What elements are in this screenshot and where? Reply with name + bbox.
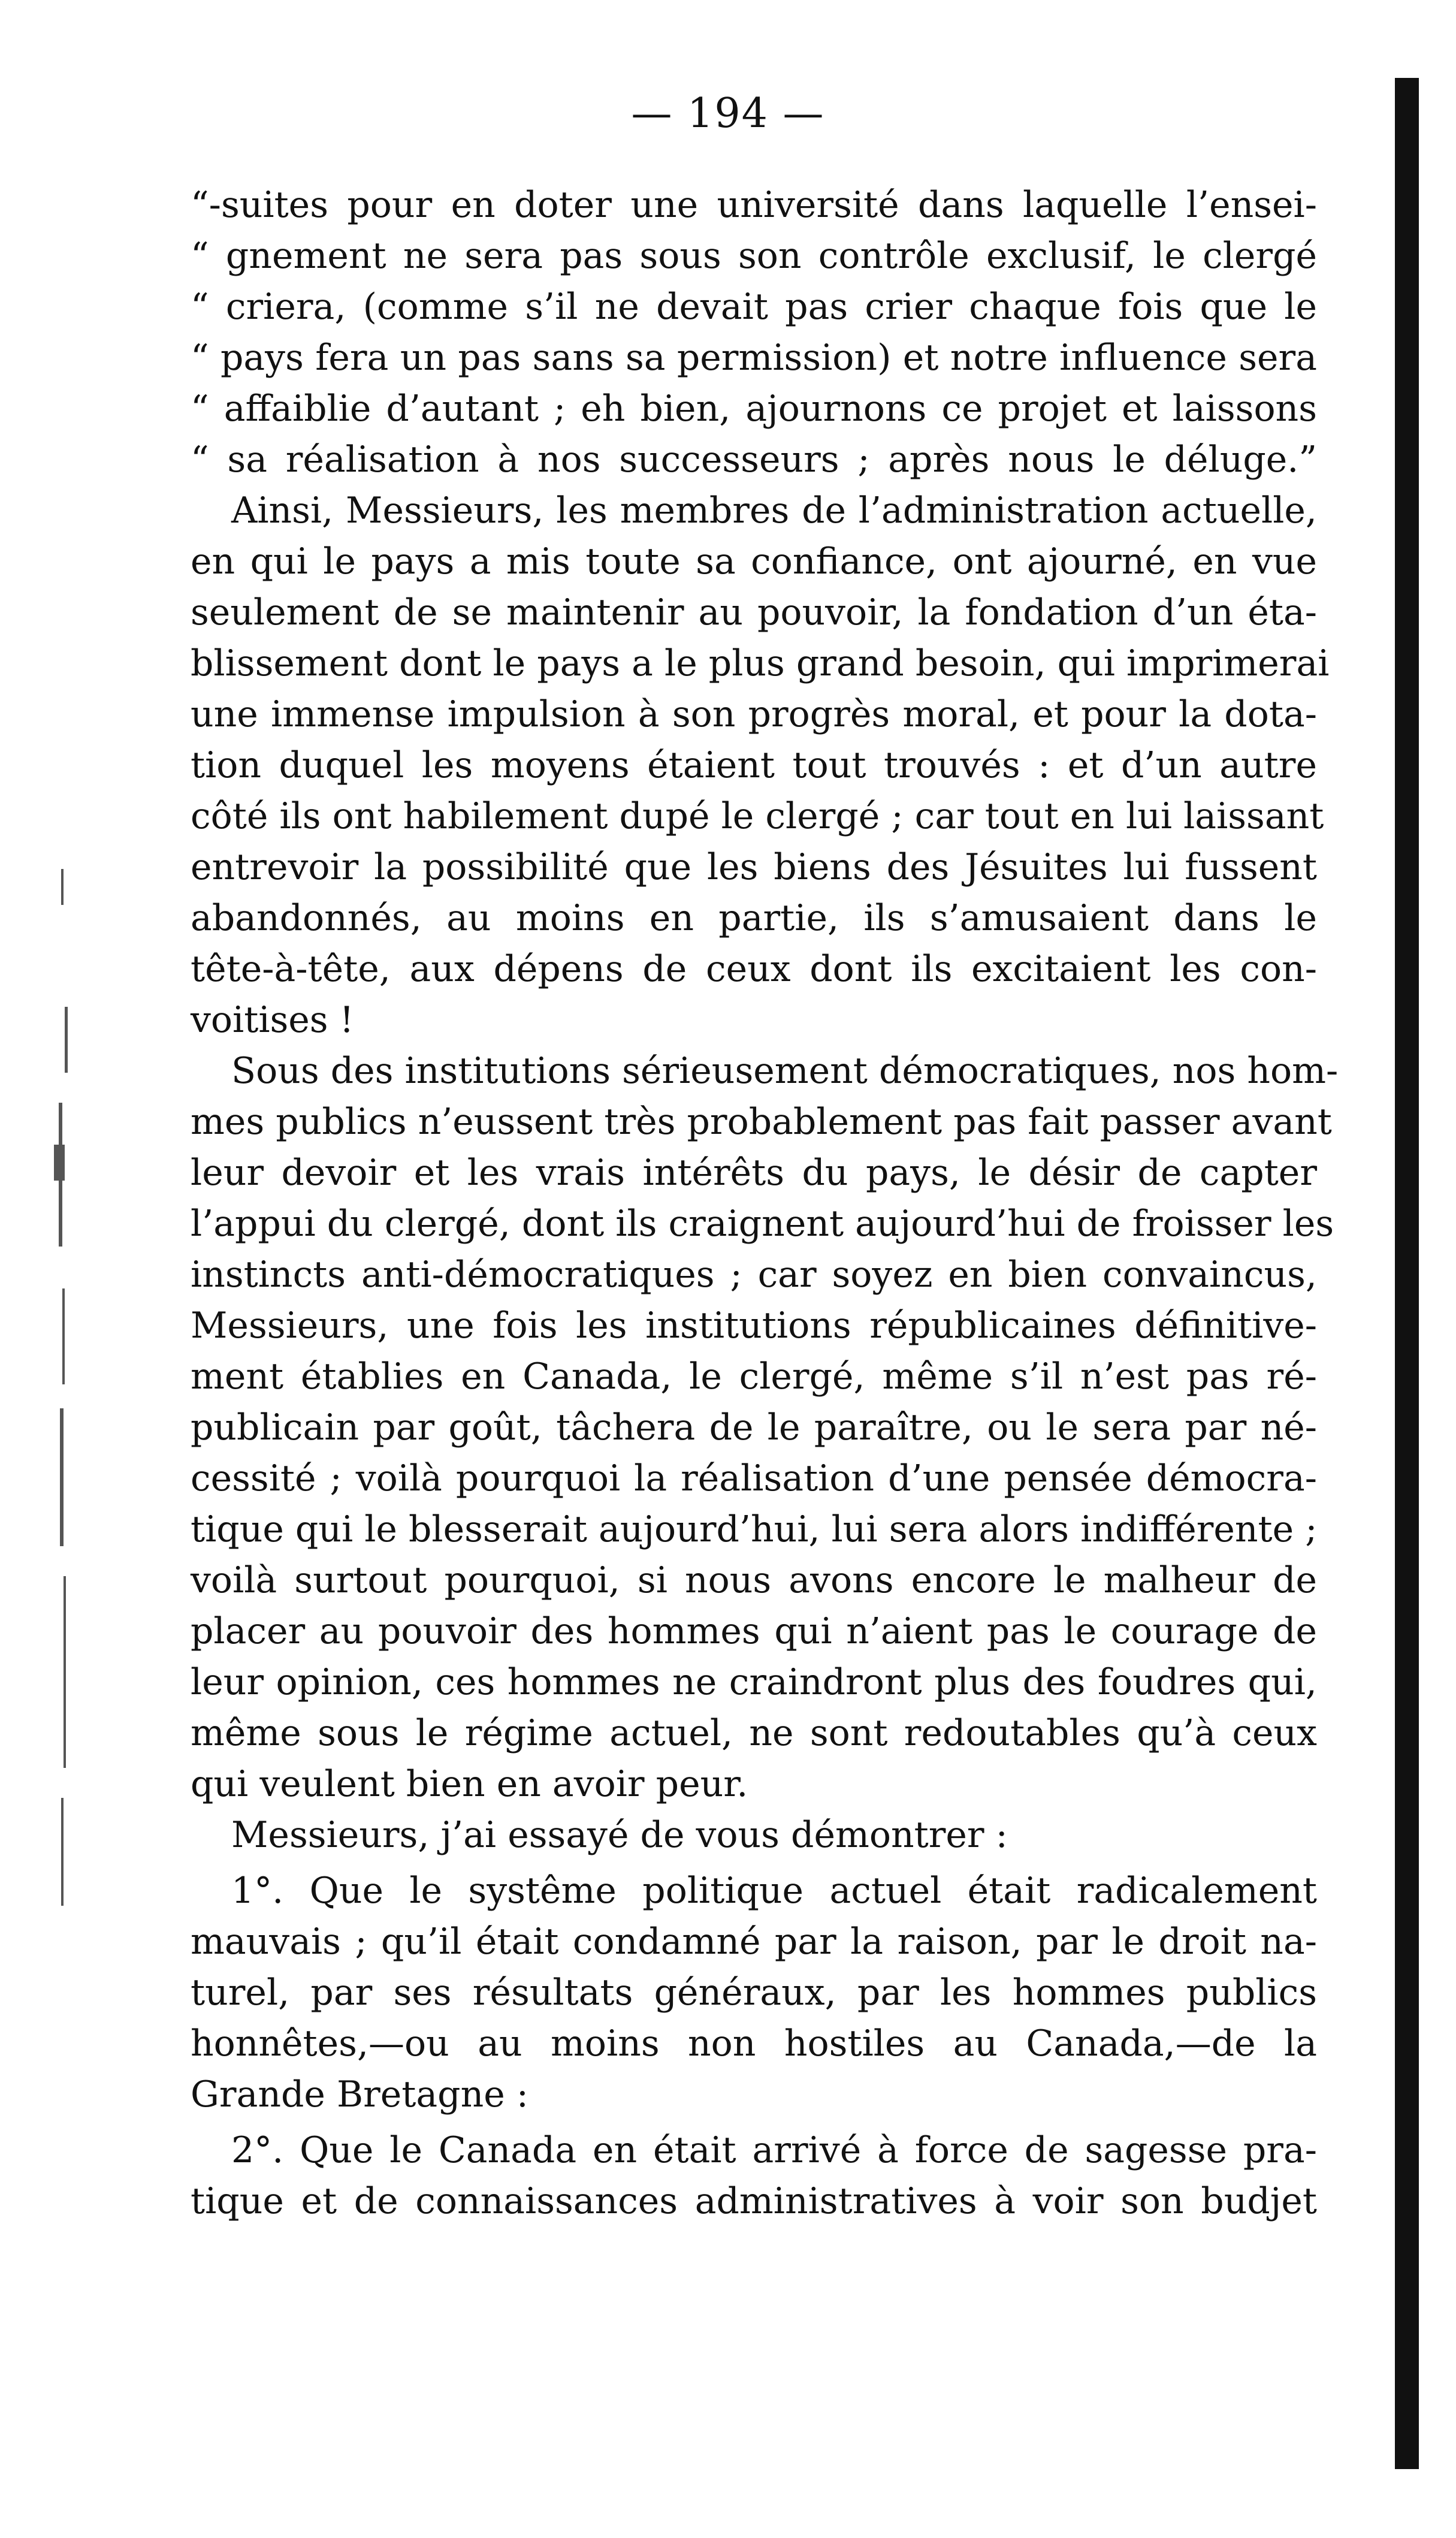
page-number: — 194 — xyxy=(631,90,825,137)
margin-bleed-marks xyxy=(18,869,90,1948)
text-line: honnêtes,—ou au moins non hostiles au Canada,—de la xyxy=(191,2023,1317,2065)
text-line: voitises ! xyxy=(191,999,354,1041)
body-text xyxy=(191,180,1339,2227)
text-line: “ sa réalisation à nos successeurs ; après nous le déluge.” xyxy=(191,439,1317,481)
page-edge-shadow xyxy=(1395,78,1419,2469)
text-line: mes publics n’eussent très probablement pas fait passer avant xyxy=(191,1101,1332,1143)
text-line: Messieurs, j’ai essayé de vous démontrer : xyxy=(231,1814,1008,1856)
text-line: leur devoir et les vrais intérêts du pays, le désir de capter xyxy=(191,1152,1317,1194)
text-line: seulement de se maintenir au pouvoir, la fondation d’un éta- xyxy=(191,592,1317,633)
text-line: instincts anti-démocratiques ; car soyez en bien convaincus, xyxy=(191,1254,1317,1296)
text-line: tique qui le blesserait aujourd’hui, lui sera alors indifférente ; xyxy=(191,1508,1318,1550)
text-line: Messieurs, une fois les institutions républicaines définitive- xyxy=(191,1305,1317,1347)
text-line: qui veulent bien en avoir peur. xyxy=(191,1763,748,1805)
text-line: mauvais ; qu’il était condamné par la raison, par le droit na- xyxy=(191,1921,1317,1963)
text-line: placer au pouvoir des hommes qui n’aient pas le courage de xyxy=(191,1610,1317,1652)
text-line: tique et de connaissances administratives à voir son budjet xyxy=(191,2180,1317,2222)
text-line: côté ils ont habilement dupé le clergé ; car tout en lui laissant xyxy=(191,795,1324,837)
text-line: blissement dont le pays a le plus grand besoin, qui imprimerai xyxy=(191,642,1330,684)
text-line: entrevoir la possibilité que les biens des Jésuites lui fussent xyxy=(191,846,1317,888)
text-line: ment établies en Canada, le clergé, même s’il n’est pas ré- xyxy=(191,1356,1317,1398)
text-line: “ affaiblie d’autant ; eh bien, ajournons ce projet et laissons xyxy=(191,388,1317,430)
text-line: tion duquel les moyens étaient tout trouvés : et d’un autre xyxy=(191,744,1317,786)
text-line: “ pays fera un pas sans sa permission) et notre influence sera xyxy=(191,337,1317,379)
text-line: en qui le pays a mis toute sa confiance, ont ajourné, en vue xyxy=(191,541,1317,583)
text-line: turel, par ses résultats généraux, par les hommes publics xyxy=(191,1972,1317,2014)
text-line: une immense impulsion à son progrès moral, et pour la dota- xyxy=(191,693,1317,735)
text-line: voilà surtout pourquoi, si nous avons encore le malheur de xyxy=(191,1559,1317,1601)
text-line: “ gnement ne sera pas sous son contrôle exclusif, le clergé xyxy=(191,235,1317,277)
text-line: Grande Bretagne : xyxy=(191,2074,529,2115)
text-line: publicain par goût, tâchera de le paraître, ou le sera par né- xyxy=(191,1407,1317,1448)
text-line: cessité ; voilà pourquoi la réalisation d’une pensée démocra- xyxy=(191,1457,1317,1499)
text-line: “-suites pour en doter une université dans laquelle l’ensei- xyxy=(191,184,1317,226)
text-line: l’appui du clergé, dont ils craignent aujourd’hui de froisser les xyxy=(191,1203,1334,1245)
list-item-line: 1°. Que le systême politique actuel était radicalement xyxy=(231,1870,1317,1912)
text-line: Sous des institutions sérieusement démocratiques, nos hom- xyxy=(231,1050,1339,1092)
list-item-line: 2°. Que le Canada en était arrivé à force de sagesse pra- xyxy=(231,2129,1317,2171)
text-line: Ainsi, Messieurs, les membres de l’administration actuelle, xyxy=(231,490,1317,532)
text-line: “ criera, (comme s’il ne devait pas crier chaque fois que le xyxy=(191,286,1317,328)
text-line: même sous le régime actuel, ne sont redoutables qu’à ceux xyxy=(191,1712,1317,1754)
text-line: tête-à-tête, aux dépens de ceux dont ils excitaient les con- xyxy=(191,948,1317,990)
text-line: abandonnés, au moins en partie, ils s’amusaient dans le xyxy=(191,897,1317,939)
text-line: leur opinion, ces hommes ne craindront plus des foudres qui, xyxy=(191,1661,1317,1703)
